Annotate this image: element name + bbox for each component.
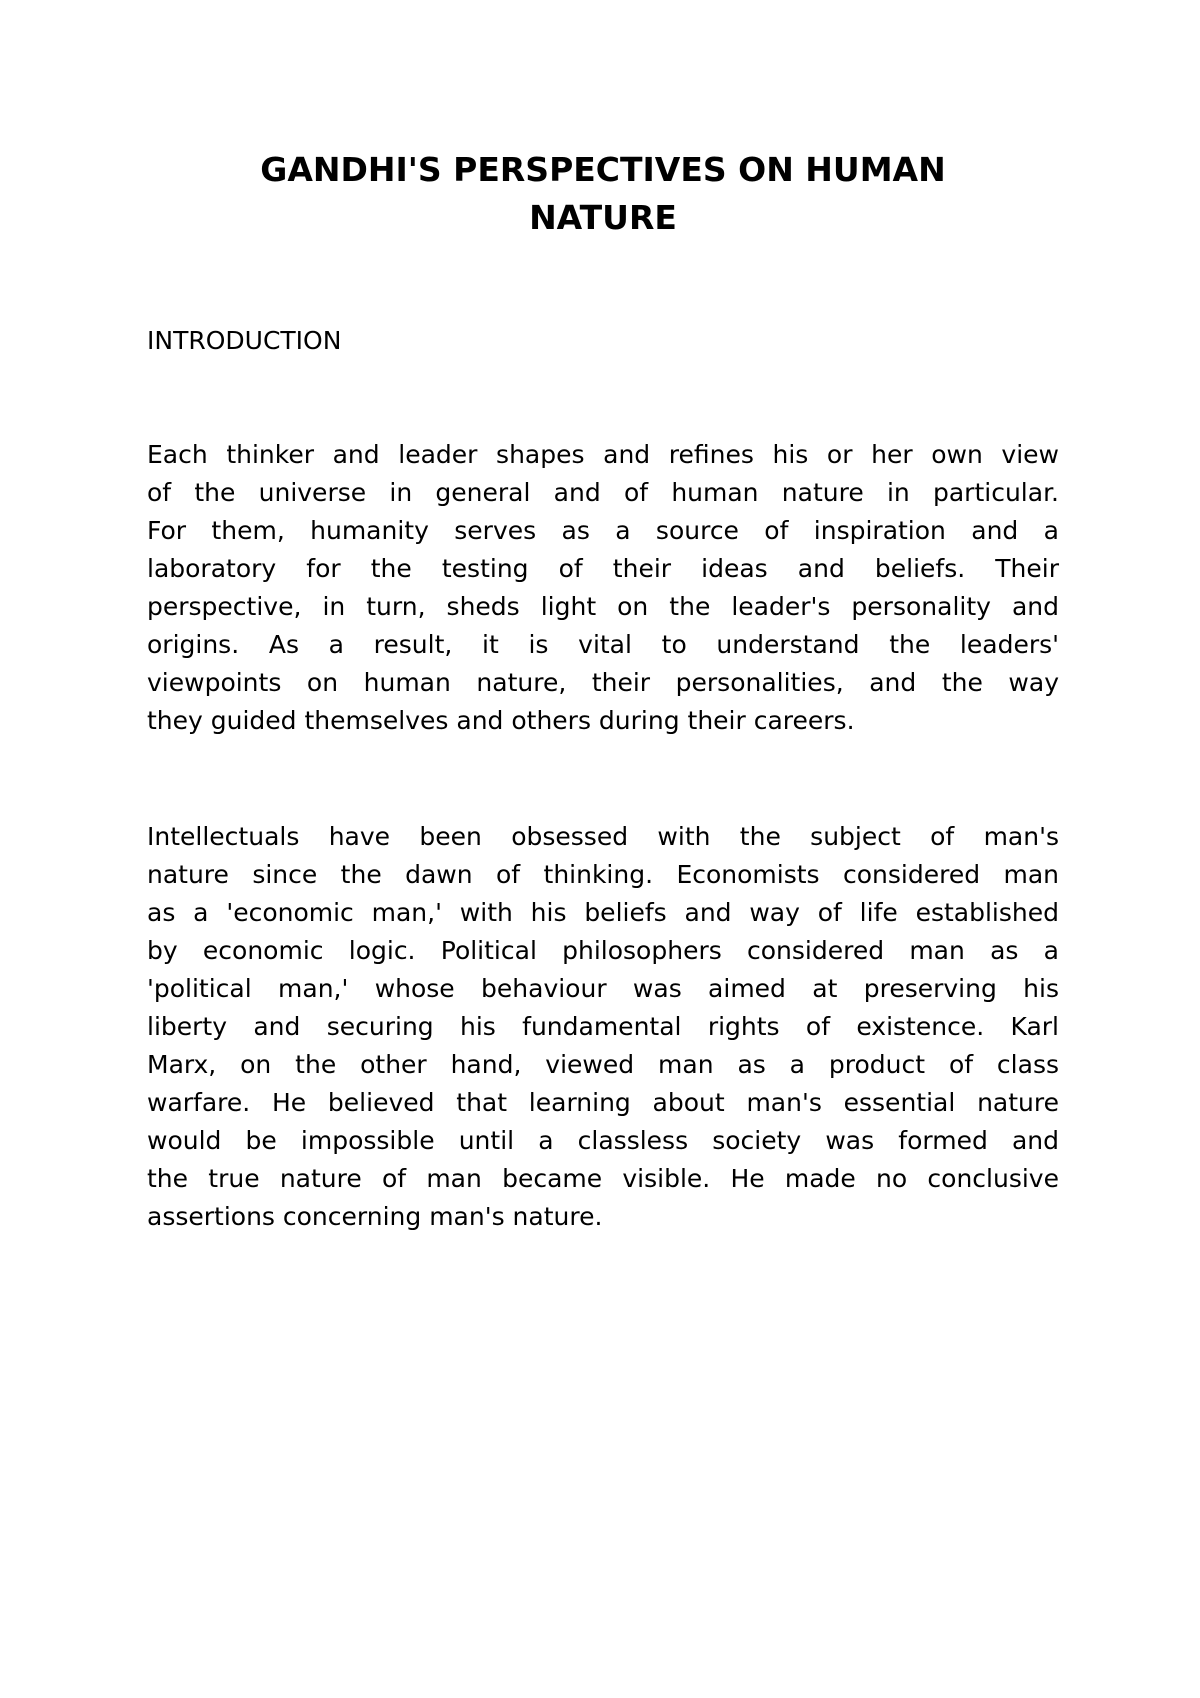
paragraph-line: origins. As a result, it is vital to understand the leaders': [147, 630, 1059, 659]
paragraph-line: liberty and securing his fundamental rights of existence. Karl: [147, 1012, 1059, 1041]
paragraph-line: warfare. He believed that learning about man's essential nature: [147, 1088, 1059, 1117]
paragraph-line: they guided themselves and others during their careers.: [147, 706, 855, 735]
paragraph-line: the true nature of man became visible. He made no conclusive: [147, 1164, 1059, 1193]
paragraph-line: of the universe in general and of human nature in particular.: [147, 478, 1059, 507]
paragraph-line: Marx, on the other hand, viewed man as a product of class: [147, 1050, 1059, 1079]
paragraph-line: 'political man,' whose behaviour was aimed at preserving his: [147, 974, 1059, 1003]
section-heading: INTRODUCTION: [147, 326, 342, 355]
paragraph-line: viewpoints on human nature, their personalities, and the way: [147, 668, 1059, 697]
paragraph-line: laboratory for the testing of their ideas and beliefs. Their: [147, 554, 1059, 583]
paragraph-line: nature since the dawn of thinking. Economists considered man: [147, 860, 1059, 889]
title-line: GANDHI'S PERSPECTIVES ON HUMAN: [260, 150, 946, 189]
paragraph-line: as a 'economic man,' with his beliefs and way of life established: [147, 898, 1059, 927]
paragraph-line: would be impossible until a classless society was formed and: [147, 1126, 1059, 1155]
page-title: [147, 146, 1059, 242]
paragraph-line: assertions concerning man's nature.: [147, 1202, 603, 1231]
paragraph-line: Intellectuals have been obsessed with the subject of man's: [147, 822, 1059, 851]
paragraph-line: For them, humanity serves as a source of inspiration and a: [147, 516, 1059, 545]
paragraph: [147, 436, 1059, 740]
paragraph: [147, 818, 1059, 1236]
paragraph-line: by economic logic. Political philosophers considered man as a: [147, 936, 1059, 965]
paragraph-line: Each thinker and leader shapes and refines his or her own view: [147, 440, 1059, 469]
title-line: NATURE: [529, 198, 677, 237]
paragraph-line: perspective, in turn, sheds light on the leader's personality and: [147, 592, 1059, 621]
